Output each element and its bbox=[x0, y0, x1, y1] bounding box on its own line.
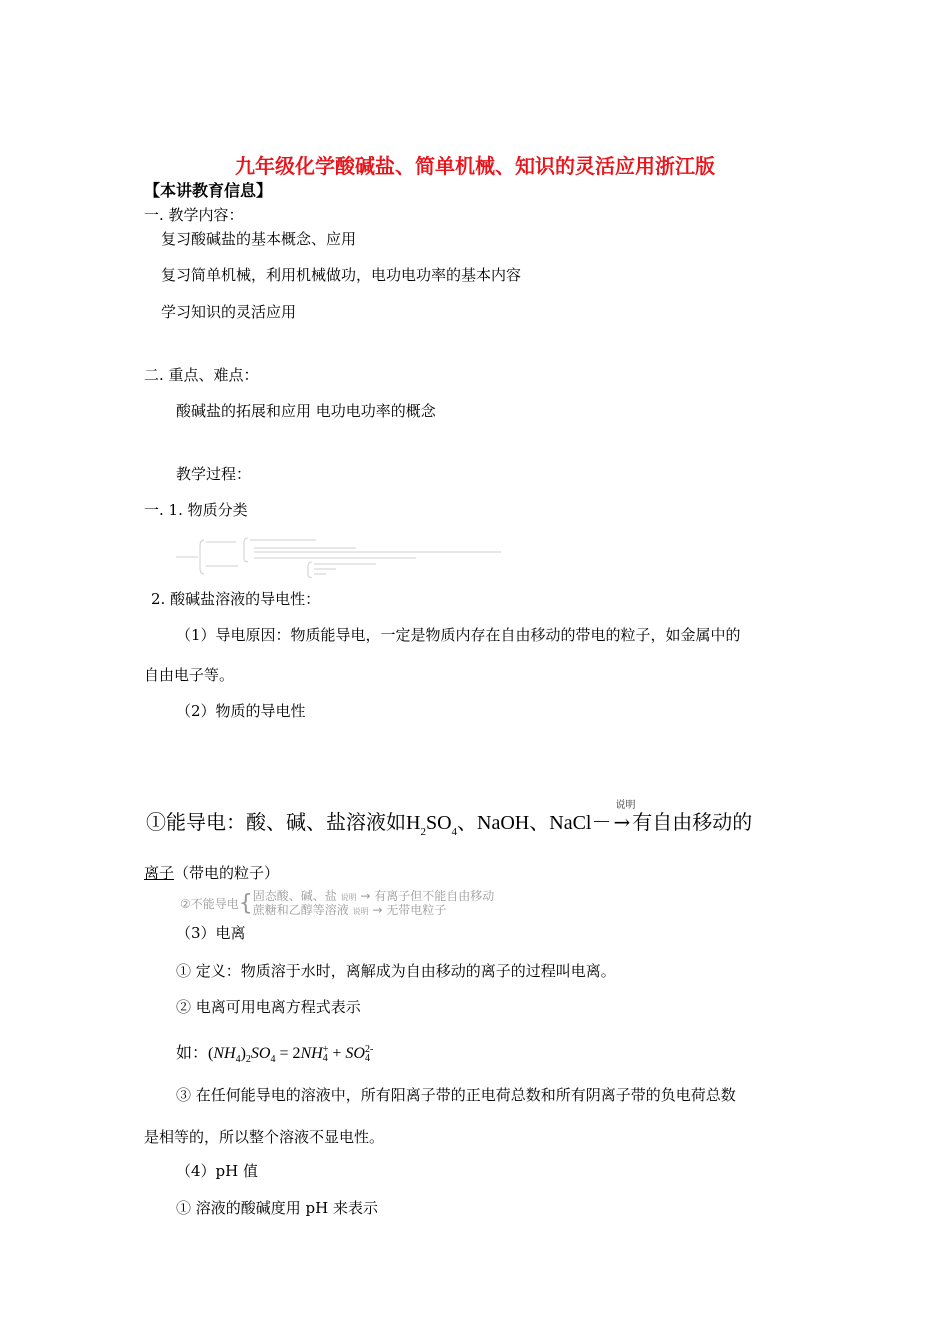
ionization-equation-note: ② 电离可用电离方程式表示 bbox=[176, 998, 361, 1016]
section1-item-3: 学习知识的灵活应用 bbox=[161, 303, 297, 321]
reason-line-2: 自由电子等。 bbox=[144, 666, 235, 684]
conductive-line: ①能导电：酸、碱、盐溶液如$H_2SO_4$、NaOH、NaCl－ 说明 → 有自由移动的 bbox=[146, 800, 753, 838]
ionization-definition: ① 定义：物质溶于水时，离解成为自由移动的离子的过程叫电离。 bbox=[176, 962, 616, 980]
process-label: 教学过程： bbox=[176, 465, 252, 483]
section1-item-1: 复习酸碱盐的基本概念、应用 bbox=[161, 230, 357, 248]
ionization-heading: （3）电离 bbox=[176, 924, 246, 942]
charge-balance-line-2: 是相等的，所以整个溶液不显电性。 bbox=[144, 1128, 385, 1146]
section2-content: 酸碱盐的拓展和应用 电功电功率的概念 bbox=[176, 402, 436, 420]
part1-sub2: 2. 酸碱盐溶液的导电性： bbox=[151, 590, 321, 608]
section2-heading: 二. 重点、难点： bbox=[144, 366, 259, 384]
classification-tree-image bbox=[176, 536, 506, 578]
ph-definition: ① 溶液的酸碱度用 pH 来表示 bbox=[176, 1199, 378, 1217]
nonconduct-image: ②不能导电{ 固态酸、碱、盐 说明 → 有离子但不能自由移动 蔗糖和乙醇等溶液 说明 → 无带电粒子 bbox=[180, 889, 495, 917]
charge-balance-line-1: ③ 在任何能导电的溶液中，所有阳离子带的正电荷总数和所有阴离子带的负电荷总数 bbox=[176, 1086, 736, 1104]
part1-heading: 一. 1. 物质分类 bbox=[144, 501, 248, 519]
ion-line: 离子（带电的粒子） bbox=[144, 864, 280, 882]
explain-arrow: 说明 → bbox=[613, 800, 636, 834]
ph-heading: （4）pH 值 bbox=[176, 1162, 258, 1180]
section1-item-2: 复习简单机械，利用机械做功，电功电功率的基本内容 bbox=[161, 266, 522, 284]
page-title: 九年级化学酸碱盐、简单机械、知识的灵活应用浙江版 bbox=[235, 154, 715, 178]
section1-heading: 一. 教学内容： bbox=[144, 206, 244, 224]
ionization-formula: 如：$(NH_4)_2SO_4 = 2NH$ + 4 + SO 2- 4 bbox=[176, 1044, 374, 1066]
conductivity-heading: （2）物质的导电性 bbox=[176, 702, 306, 720]
info-header: 【本讲教育信息】 bbox=[144, 181, 273, 200]
reason-line-1: （1）导电原因：物质能导电，一定是物质内存在自由移动的带电的粒子，如金属中的 bbox=[176, 626, 741, 644]
